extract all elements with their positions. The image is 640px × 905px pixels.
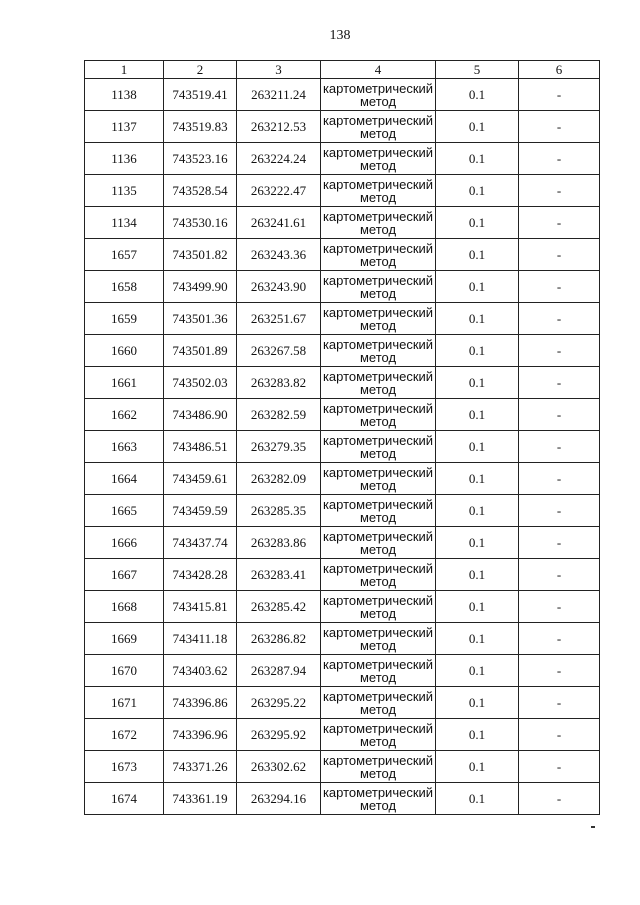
x-coordinate-cell: 743396.86 <box>164 687 237 719</box>
x-coordinate-cell: 743530.16 <box>164 207 237 239</box>
coordinates-table <box>84 60 600 815</box>
method-cell <box>321 783 436 815</box>
point-number-cell: 1669 <box>85 623 164 655</box>
method-line-1: картометрический <box>322 336 434 352</box>
x-coordinate-cell: 743528.54 <box>164 175 237 207</box>
method-cell <box>321 463 436 495</box>
method-line-1: картометрический <box>322 240 434 256</box>
y-coordinate-cell: 263294.16 <box>237 783 321 815</box>
x-coordinate-cell: 743523.16 <box>164 143 237 175</box>
point-number-cell: 1134 <box>85 207 164 239</box>
method-line-1: картометрический <box>322 528 434 544</box>
method-line-1: картометрический <box>322 432 434 448</box>
method-line-1: картометрический <box>322 592 434 608</box>
point-number-cell: 1663 <box>85 431 164 463</box>
table-row <box>85 111 600 143</box>
method-line-2: метод <box>359 349 397 365</box>
note-cell: - <box>519 559 600 591</box>
method-line-1: картометрический <box>322 784 434 800</box>
table-row <box>85 751 600 783</box>
y-coordinate-cell: 263285.35 <box>237 495 321 527</box>
method-line-2: метод <box>359 733 397 749</box>
method-line-2: метод <box>359 189 397 205</box>
point-number-cell: 1657 <box>85 239 164 271</box>
column-header: 4 <box>321 61 436 79</box>
note-cell: - <box>519 623 600 655</box>
method-line-2: метод <box>359 445 397 461</box>
note-cell: - <box>519 303 600 335</box>
x-coordinate-cell: 743459.59 <box>164 495 237 527</box>
note-cell: - <box>519 591 600 623</box>
point-number-cell: 1659 <box>85 303 164 335</box>
method-cell <box>321 111 436 143</box>
point-number-cell: 1672 <box>85 719 164 751</box>
method-line-2: метод <box>359 797 397 813</box>
x-coordinate-cell: 743502.03 <box>164 367 237 399</box>
y-coordinate-cell: 263282.59 <box>237 399 321 431</box>
method-cell <box>321 431 436 463</box>
accuracy-cell: 0.1 <box>436 463 519 495</box>
method-cell <box>321 591 436 623</box>
stray-mark <box>591 826 595 828</box>
note-cell: - <box>519 143 600 175</box>
note-cell: - <box>519 751 600 783</box>
method-cell <box>321 271 436 303</box>
method-line-2: метод <box>359 477 397 493</box>
point-number-cell: 1666 <box>85 527 164 559</box>
x-coordinate-cell: 743361.19 <box>164 783 237 815</box>
accuracy-cell: 0.1 <box>436 111 519 143</box>
method-line-1: картометрический <box>322 400 434 416</box>
method-cell <box>321 687 436 719</box>
table-row <box>85 559 600 591</box>
method-cell <box>321 143 436 175</box>
y-coordinate-cell: 263286.82 <box>237 623 321 655</box>
x-coordinate-cell: 743403.62 <box>164 655 237 687</box>
method-line-2: метод <box>359 573 397 589</box>
note-cell: - <box>519 527 600 559</box>
method-cell <box>321 495 436 527</box>
y-coordinate-cell: 263295.92 <box>237 719 321 751</box>
table-row <box>85 655 600 687</box>
table-row <box>85 687 600 719</box>
note-cell: - <box>519 367 600 399</box>
x-coordinate-cell: 743486.51 <box>164 431 237 463</box>
note-cell: - <box>519 175 600 207</box>
note-cell: - <box>519 783 600 815</box>
y-coordinate-cell: 263243.36 <box>237 239 321 271</box>
x-coordinate-cell: 743415.81 <box>164 591 237 623</box>
method-cell <box>321 303 436 335</box>
method-line-1: картометрический <box>322 720 434 736</box>
point-number-cell: 1665 <box>85 495 164 527</box>
accuracy-cell: 0.1 <box>436 239 519 271</box>
y-coordinate-cell: 263282.09 <box>237 463 321 495</box>
accuracy-cell: 0.1 <box>436 623 519 655</box>
method-cell <box>321 719 436 751</box>
method-line-1: картометрический <box>322 112 434 128</box>
point-number-cell: 1661 <box>85 367 164 399</box>
y-coordinate-cell: 263243.90 <box>237 271 321 303</box>
y-coordinate-cell: 263267.58 <box>237 335 321 367</box>
table-row <box>85 271 600 303</box>
method-line-2: метод <box>359 285 397 301</box>
note-cell: - <box>519 687 600 719</box>
x-coordinate-cell: 743459.61 <box>164 463 237 495</box>
column-header: 5 <box>436 61 519 79</box>
method-cell <box>321 623 436 655</box>
y-coordinate-cell: 263241.61 <box>237 207 321 239</box>
accuracy-cell: 0.1 <box>436 367 519 399</box>
point-number-cell: 1670 <box>85 655 164 687</box>
x-coordinate-cell: 743501.36 <box>164 303 237 335</box>
column-header: 1 <box>85 61 164 79</box>
point-number-cell: 1137 <box>85 111 164 143</box>
x-coordinate-cell: 743499.90 <box>164 271 237 303</box>
accuracy-cell: 0.1 <box>436 207 519 239</box>
method-line-1: картометрический <box>322 304 434 320</box>
method-line-1: картометрический <box>322 272 434 288</box>
table-row <box>85 463 600 495</box>
point-number-cell: 1668 <box>85 591 164 623</box>
accuracy-cell: 0.1 <box>436 143 519 175</box>
accuracy-cell: 0.1 <box>436 79 519 111</box>
accuracy-cell: 0.1 <box>436 303 519 335</box>
x-coordinate-cell: 743411.18 <box>164 623 237 655</box>
method-line-2: метод <box>359 125 397 141</box>
x-coordinate-cell: 743371.26 <box>164 751 237 783</box>
x-coordinate-cell: 743437.74 <box>164 527 237 559</box>
method-cell <box>321 175 436 207</box>
table-row <box>85 623 600 655</box>
table-row <box>85 527 600 559</box>
method-line-2: метод <box>359 605 397 621</box>
note-cell: - <box>519 431 600 463</box>
note-cell: - <box>519 335 600 367</box>
point-number-cell: 1660 <box>85 335 164 367</box>
method-line-1: картометрический <box>322 368 434 384</box>
method-line-2: метод <box>359 637 397 653</box>
point-number-cell: 1674 <box>85 783 164 815</box>
method-line-1: картометрический <box>322 624 434 640</box>
y-coordinate-cell: 263222.47 <box>237 175 321 207</box>
method-line-2: метод <box>359 317 397 333</box>
method-line-1: картометрический <box>322 752 434 768</box>
table-row <box>85 719 600 751</box>
table-header-row <box>85 61 600 79</box>
method-line-2: метод <box>359 509 397 525</box>
point-number-cell: 1135 <box>85 175 164 207</box>
method-line-1: картометрический <box>322 688 434 704</box>
table-row <box>85 239 600 271</box>
point-number-cell: 1136 <box>85 143 164 175</box>
x-coordinate-cell: 743501.89 <box>164 335 237 367</box>
table-row <box>85 431 600 463</box>
y-coordinate-cell: 263212.53 <box>237 111 321 143</box>
accuracy-cell: 0.1 <box>436 655 519 687</box>
table-row <box>85 399 600 431</box>
column-header: 3 <box>237 61 321 79</box>
method-cell <box>321 527 436 559</box>
note-cell: - <box>519 239 600 271</box>
method-cell <box>321 399 436 431</box>
point-number-cell: 1138 <box>85 79 164 111</box>
table-body <box>85 79 600 815</box>
table-row <box>85 367 600 399</box>
point-number-cell: 1667 <box>85 559 164 591</box>
accuracy-cell: 0.1 <box>436 495 519 527</box>
method-line-2: метод <box>359 93 397 109</box>
table-row <box>85 303 600 335</box>
accuracy-cell: 0.1 <box>436 719 519 751</box>
method-line-2: метод <box>359 413 397 429</box>
method-line-2: метод <box>359 701 397 717</box>
accuracy-cell: 0.1 <box>436 271 519 303</box>
accuracy-cell: 0.1 <box>436 559 519 591</box>
point-number-cell: 1664 <box>85 463 164 495</box>
note-cell: - <box>519 399 600 431</box>
y-coordinate-cell: 263285.42 <box>237 591 321 623</box>
page-number: 138 <box>329 28 351 43</box>
method-line-1: картометрический <box>322 176 434 192</box>
y-coordinate-cell: 263295.22 <box>237 687 321 719</box>
note-cell: - <box>519 719 600 751</box>
column-header: 2 <box>164 61 237 79</box>
method-line-1: картометрический <box>322 80 434 96</box>
table-row <box>85 783 600 815</box>
y-coordinate-cell: 263251.67 <box>237 303 321 335</box>
x-coordinate-cell: 743519.41 <box>164 79 237 111</box>
point-number-cell: 1673 <box>85 751 164 783</box>
method-line-2: метод <box>359 253 397 269</box>
point-number-cell: 1658 <box>85 271 164 303</box>
point-number-cell: 1662 <box>85 399 164 431</box>
method-line-1: картометрический <box>322 560 434 576</box>
note-cell: - <box>519 463 600 495</box>
note-cell: - <box>519 79 600 111</box>
x-coordinate-cell: 743519.83 <box>164 111 237 143</box>
note-cell: - <box>519 495 600 527</box>
accuracy-cell: 0.1 <box>436 687 519 719</box>
method-line-2: метод <box>359 669 397 685</box>
x-coordinate-cell: 743486.90 <box>164 399 237 431</box>
y-coordinate-cell: 263283.86 <box>237 527 321 559</box>
method-line-1: картометрический <box>322 208 434 224</box>
table-row <box>85 143 600 175</box>
method-line-1: картометрический <box>322 656 434 672</box>
x-coordinate-cell: 743428.28 <box>164 559 237 591</box>
accuracy-cell: 0.1 <box>436 591 519 623</box>
table-row <box>85 591 600 623</box>
y-coordinate-cell: 263279.35 <box>237 431 321 463</box>
y-coordinate-cell: 263224.24 <box>237 143 321 175</box>
note-cell: - <box>519 271 600 303</box>
table-row <box>85 335 600 367</box>
method-line-2: метод <box>359 541 397 557</box>
accuracy-cell: 0.1 <box>436 335 519 367</box>
x-coordinate-cell: 743501.82 <box>164 239 237 271</box>
note-cell: - <box>519 111 600 143</box>
method-cell <box>321 751 436 783</box>
note-cell: - <box>519 207 600 239</box>
method-cell <box>321 207 436 239</box>
table-row <box>85 495 600 527</box>
x-coordinate-cell: 743396.96 <box>164 719 237 751</box>
accuracy-cell: 0.1 <box>436 527 519 559</box>
y-coordinate-cell: 263287.94 <box>237 655 321 687</box>
method-cell <box>321 655 436 687</box>
y-coordinate-cell: 263283.41 <box>237 559 321 591</box>
method-line-2: метод <box>359 765 397 781</box>
method-cell <box>321 335 436 367</box>
table-row <box>85 175 600 207</box>
note-cell: - <box>519 655 600 687</box>
accuracy-cell: 0.1 <box>436 175 519 207</box>
accuracy-cell: 0.1 <box>436 751 519 783</box>
method-cell <box>321 79 436 111</box>
method-line-1: картометрический <box>322 464 434 480</box>
table-row <box>85 207 600 239</box>
method-cell <box>321 239 436 271</box>
y-coordinate-cell: 263211.24 <box>237 79 321 111</box>
y-coordinate-cell: 263302.62 <box>237 751 321 783</box>
method-line-1: картометрический <box>322 496 434 512</box>
column-header: 6 <box>519 61 600 79</box>
method-cell <box>321 559 436 591</box>
method-line-2: метод <box>359 221 397 237</box>
method-cell <box>321 367 436 399</box>
method-line-1: картометрический <box>322 144 434 160</box>
point-number-cell: 1671 <box>85 687 164 719</box>
accuracy-cell: 0.1 <box>436 783 519 815</box>
method-line-2: метод <box>359 381 397 397</box>
accuracy-cell: 0.1 <box>436 399 519 431</box>
y-coordinate-cell: 263283.82 <box>237 367 321 399</box>
table-row <box>85 79 600 111</box>
method-line-2: метод <box>359 157 397 173</box>
accuracy-cell: 0.1 <box>436 431 519 463</box>
